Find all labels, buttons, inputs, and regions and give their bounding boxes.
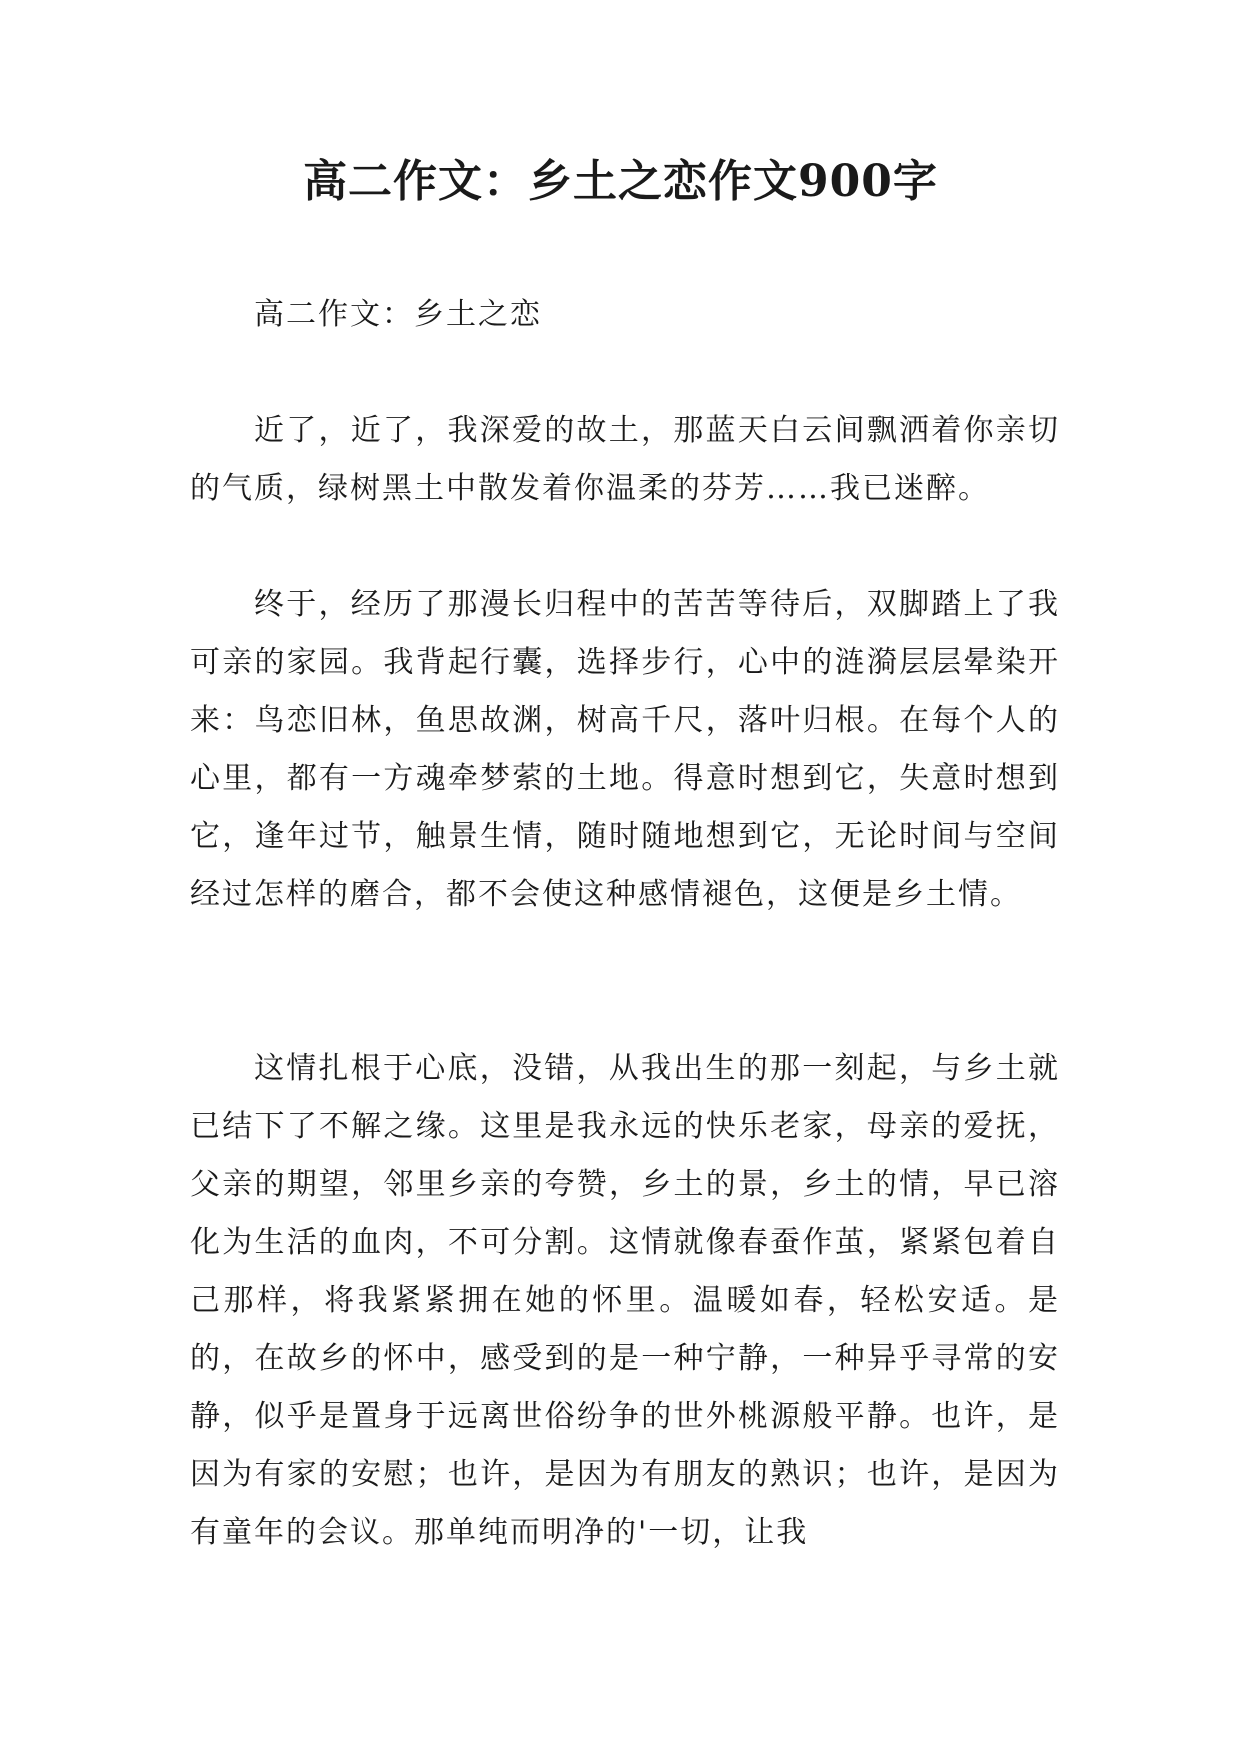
paragraph-1: 近了，近了，我深爱的故土，那蓝天白云间飘洒着你亲切的气质，绿树黑土中散发着你温柔的芬芳……我已迷醉。 [190,413,1060,506]
paragraph-3: 这情扎根于心底，没错，从我出生的那一刻起，与乡土就已结下了不解之缘。这里是我永远的快乐老家，母亲的爱抚，父亲的期望，邻里乡亲的夸赞，乡土的景，乡土的情，早已溶化为生活的血肉，不可分割。这情就像春蚕作茧，紧紧包着自己那样，将我紧紧拥在她的怀里。温暖如春，轻松安适。是的，在故乡的怀中，感受到的是一种宁静，一种异乎寻常的安静，似乎是置身于远离世俗纷争的世外桃源般平静。也许，是因为有家的安慰；也许，是因为有朋友的熟识；也许，是因为有童年的会议。那单纯而明净的'一切，让我 [190,1051,1060,1550]
document-title: 高二作文：乡土之恋作文900字 [303,156,938,207]
essay-subtitle: 高二作文：乡土之恋 [254,297,542,332]
paragraph-2: 终于，经历了那漫长归程中的苦苦等待后，双脚踏上了我可亲的家园。我背起行囊，选择步行，心中的涟漪层层晕染开来：鸟恋旧林，鱼思故渊，树高千尺，落叶归根。在每个人的心里，都有一方魂牵梦萦的土地。得意时想到它，失意时想到它，逢年过节，触景生情，随时随地想到它，无论时间与空间经过怎样的磨合，都不会使这种感情褪色，这便是乡土情。 [190,587,1060,912]
